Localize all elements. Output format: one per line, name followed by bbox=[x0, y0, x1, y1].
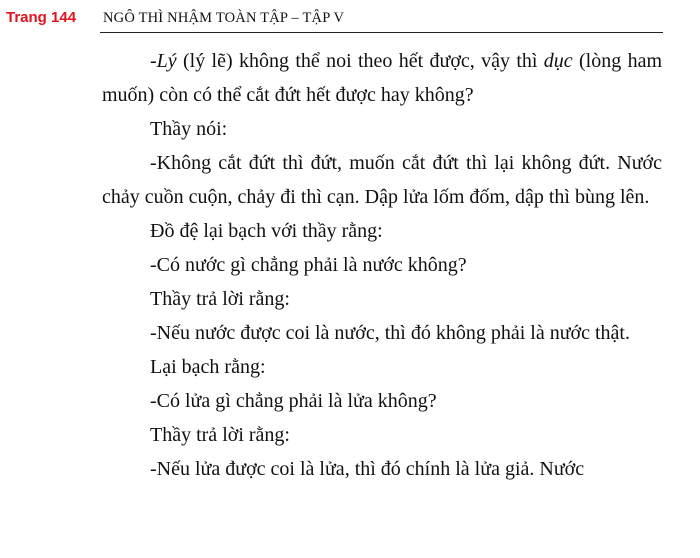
running-head: NGÔ THÌ NHẬM TOÀN TẬP – TẬP V bbox=[103, 10, 345, 26]
text-span: (lòng ham muốn) còn có thể cắt đứt hết được hay không? bbox=[102, 50, 663, 106]
paragraph-5: -Có nước gì chẳng phải là nước không? bbox=[150, 254, 467, 276]
text-span: - bbox=[150, 50, 157, 72]
paragraph-6: Thầy trả lời rằng: bbox=[150, 288, 290, 310]
text-span: (lý lẽ) không thể noi theo hết được, vậy thì bbox=[176, 50, 544, 72]
italic-term-ly: Lý bbox=[156, 50, 177, 72]
paragraph-3: -Không cắt đứt thì đứt, muốn cắt đứt thì lại không đứt. Nước chảy cuồn cuộn, chảy đi thì cạn. Dập lửa lốm đốm, dập thì bùng lên. bbox=[102, 152, 662, 208]
paragraph-10: Thầy trả lời rằng: bbox=[150, 424, 290, 446]
paragraph-8: Lại bạch rằng: bbox=[150, 356, 266, 378]
paragraph-9: -Có lửa gì chẳng phải là lửa không? bbox=[150, 390, 437, 412]
page-number-label: Trang 144 bbox=[6, 9, 77, 26]
paragraph-2: Thầy nói: bbox=[150, 118, 228, 140]
paragraph-4: Đồ đệ lại bạch với thầy rằng: bbox=[150, 220, 383, 242]
paragraph-1 bbox=[102, 44, 662, 112]
body-text bbox=[102, 44, 662, 486]
italic-term-duc: dục bbox=[543, 50, 573, 72]
paragraph-7: -Nếu nước được coi là nước, thì đó không phải là nước thật. bbox=[150, 322, 630, 344]
paragraph-11: -Nếu lửa được coi là lửa, thì đó chính là lửa giả. Nước bbox=[150, 458, 585, 480]
header-rule bbox=[100, 32, 663, 33]
